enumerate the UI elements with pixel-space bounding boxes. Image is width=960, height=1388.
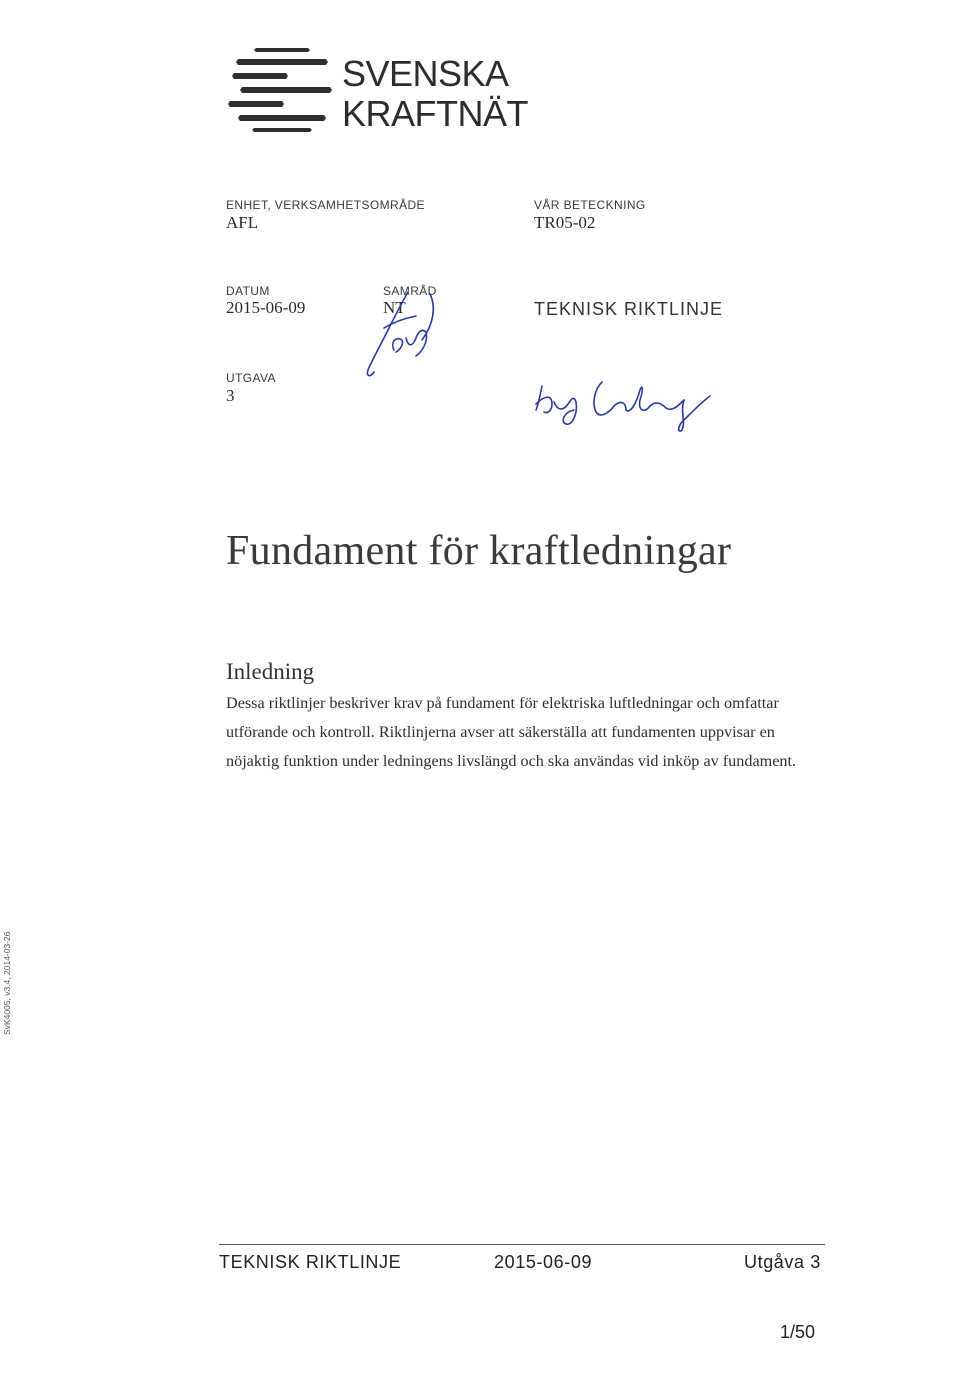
intro-paragraph: Dessa riktlinjer beskriver krav på fundament för elektriska luftledningar och omfattar utförande och kontroll. Riktlinjerna avser att säkerställa att fundamenten uppvisar en nöjaktig funktion under ledningens livslängd och ska användas vid inköp av fundament. bbox=[226, 694, 797, 770]
logo-word-svenska: SVENSKA bbox=[342, 53, 509, 94]
document-title: Fundament för kraftledningar bbox=[226, 528, 732, 574]
consultation-label: SAMRÅD bbox=[383, 284, 437, 298]
footer-edition: Utgåva 3 bbox=[744, 1252, 821, 1272]
date-label: DATUM bbox=[226, 284, 270, 298]
template-code bbox=[0, 930, 22, 1040]
unit-label: ENHET, VERKSAMHETSOMRÅDE bbox=[226, 198, 425, 212]
initials-signature bbox=[350, 288, 440, 380]
edition-label: UTGAVA bbox=[226, 371, 276, 385]
template-code-text: SvK4005, v3.4, 2014-03-26 bbox=[2, 931, 12, 1035]
logo-word-kraftnat: KRAFTNÄT bbox=[342, 93, 529, 134]
reference-value: TR05-02 bbox=[534, 213, 596, 232]
approval-signature bbox=[530, 360, 715, 435]
reference-label: VÅR BETECKNING bbox=[534, 198, 646, 212]
svenska-kraftnat-logo bbox=[226, 44, 529, 136]
edition-value: 3 bbox=[226, 386, 235, 405]
footer-date: 2015-06-09 bbox=[494, 1252, 593, 1272]
document-type: TEKNISK RIKTLINJE bbox=[534, 299, 724, 319]
page-number: 1/50 bbox=[780, 1322, 816, 1342]
section-heading: Inledning bbox=[226, 659, 315, 684]
date-value: 2015-06-09 bbox=[226, 298, 306, 317]
logo-stripes-icon bbox=[226, 44, 338, 136]
consultation-value: NT bbox=[383, 298, 406, 317]
footer-divider bbox=[219, 1244, 825, 1245]
unit-value: AFL bbox=[226, 213, 259, 232]
footer-document-type: TEKNISK RIKTLINJE bbox=[219, 1252, 402, 1272]
